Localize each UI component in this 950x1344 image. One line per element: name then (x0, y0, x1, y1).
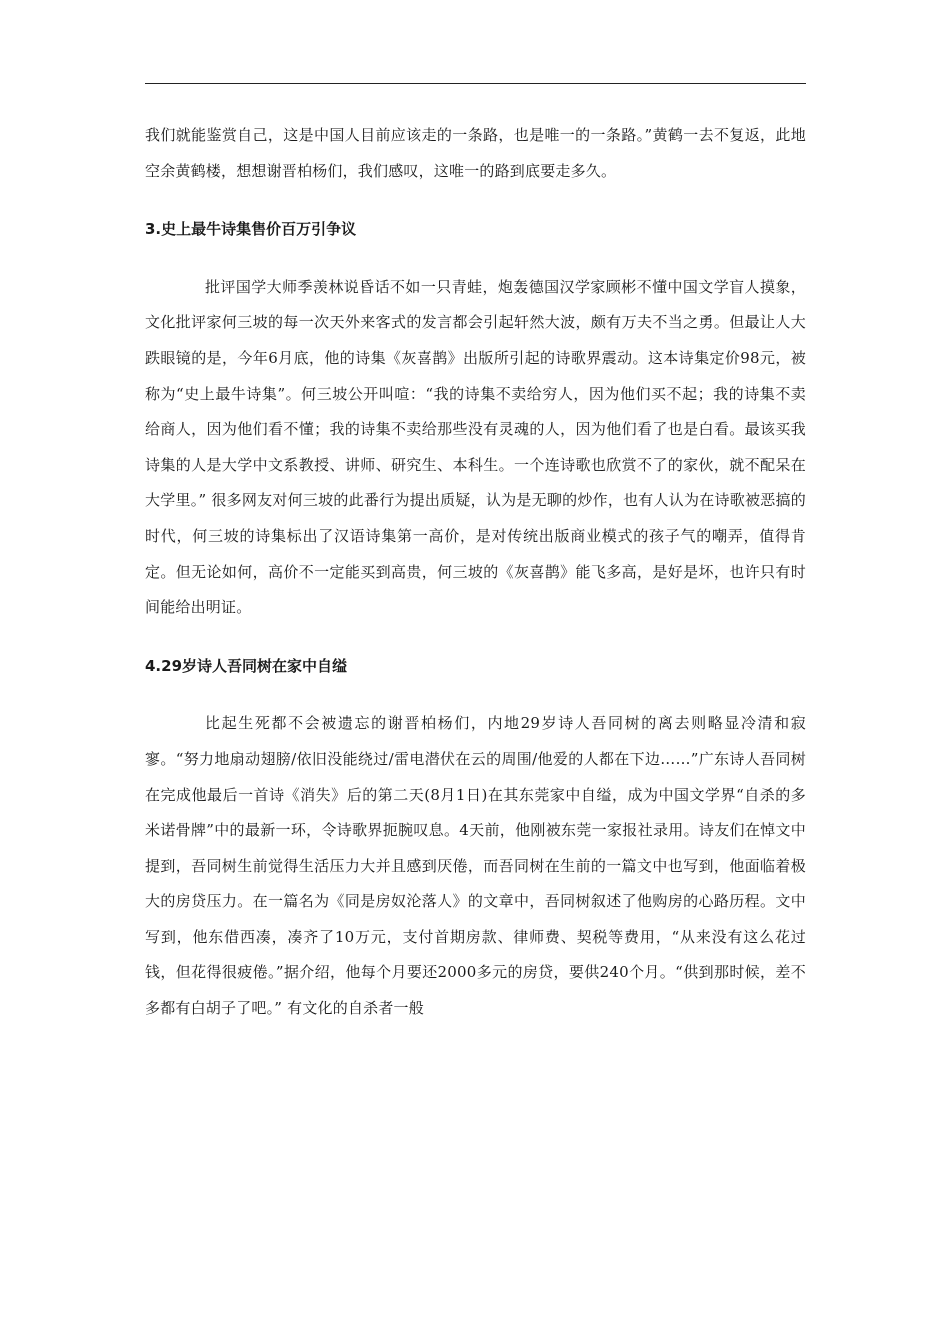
section-heading-3: 3.史上最牛诗集售价百万引争议 (145, 220, 357, 239)
paragraph-section-4: 比起生死都不会被遗忘的谢晋柏杨们，内地29岁诗人吾同树的离去则略显冷清和寂寥。“努力地扇动翅膀/依旧没能绕过/雷电潜伏在云的周围/他爱的人都在下边……”广东诗人吾同树在完成他最后一首诗《消失》后的第二天(8月1日)在其东莞家中自缢，成为中国文学界“自杀的多米诺骨牌”中的最新一环，令诗歌界扼腕叹息。4天前，他刚被东莞一家报社录用。诗友们在悼文中提到，吾同树生前觉得生活压力大并且感到厌倦，而吾同树在生前的一篇文中也写到，他面临着极大的房贷压力。在一篇名为《同是房奴沦落人》的文章中，吾同树叙述了他购房的心路历程。文中写到，他东借西凑，凑齐了10万元，支付首期房款、律师费、契税等费用，“从来没有这么花过钱，但花得很疲倦。”据介绍，他每个月要还2000多元的房贷，要供240个月。“供到那时候，差不多都有白胡子了吧。” 有文化的自杀者一般 (145, 714, 806, 1018)
section-heading-4: 4.29岁诗人吾同树在家中自缢 (145, 656, 348, 675)
paragraph-section-3: 批评国学大师季羡林说昏话不如一只青蛙，炮轰德国汉学家顾彬不懂中国文学盲人摸象，文化批评家何三坡的每一次天外来客式的发言都会引起轩然大波，颇有万夫不当之勇。但最让人大跌眼镜的是，今年6月底，他的诗集《灰喜鹊》出版所引起的诗歌界震动。这本诗集定价98元，被称为“史上最牛诗集”。何三坡公开叫喧：“我的诗集不卖给穷人，因为他们买不起；我的诗集不卖给商人，因为他们看不懂；我的诗集不卖给那些没有灵魂的人，因为他们看了也是白看。最该买我诗集的人是大学中文系教授、讲师、研究生、本科生。一个连诗歌也欣赏不了的家伙，就不配呆在大学里。” 很多网友对何三坡的此番行为提出质疑，认为是无聊的炒作，也有人认为在诗歌被恶搞的时代，何三坡的诗集标出了汉语诗集第一高价，是对传统出版商业模式的孩子气的嘲弄，值得肯定。但无论如何，高价不一定能买到高贵，何三坡的《灰喜鹊》能飞多高，是好是坏，也许只有时间能给出明证。 (145, 277, 806, 617)
header-rule (145, 83, 806, 84)
article-body (145, 118, 806, 1027)
paragraph-continued: 我们就能鉴赏自己，这是中国人目前应该走的一条路，也是唯一的一条路。”黄鹤一去不复返，此地空余黄鹤楼，想想谢晋柏杨们，我们感叹，这唯一的路到底要走多久。 (145, 126, 806, 180)
